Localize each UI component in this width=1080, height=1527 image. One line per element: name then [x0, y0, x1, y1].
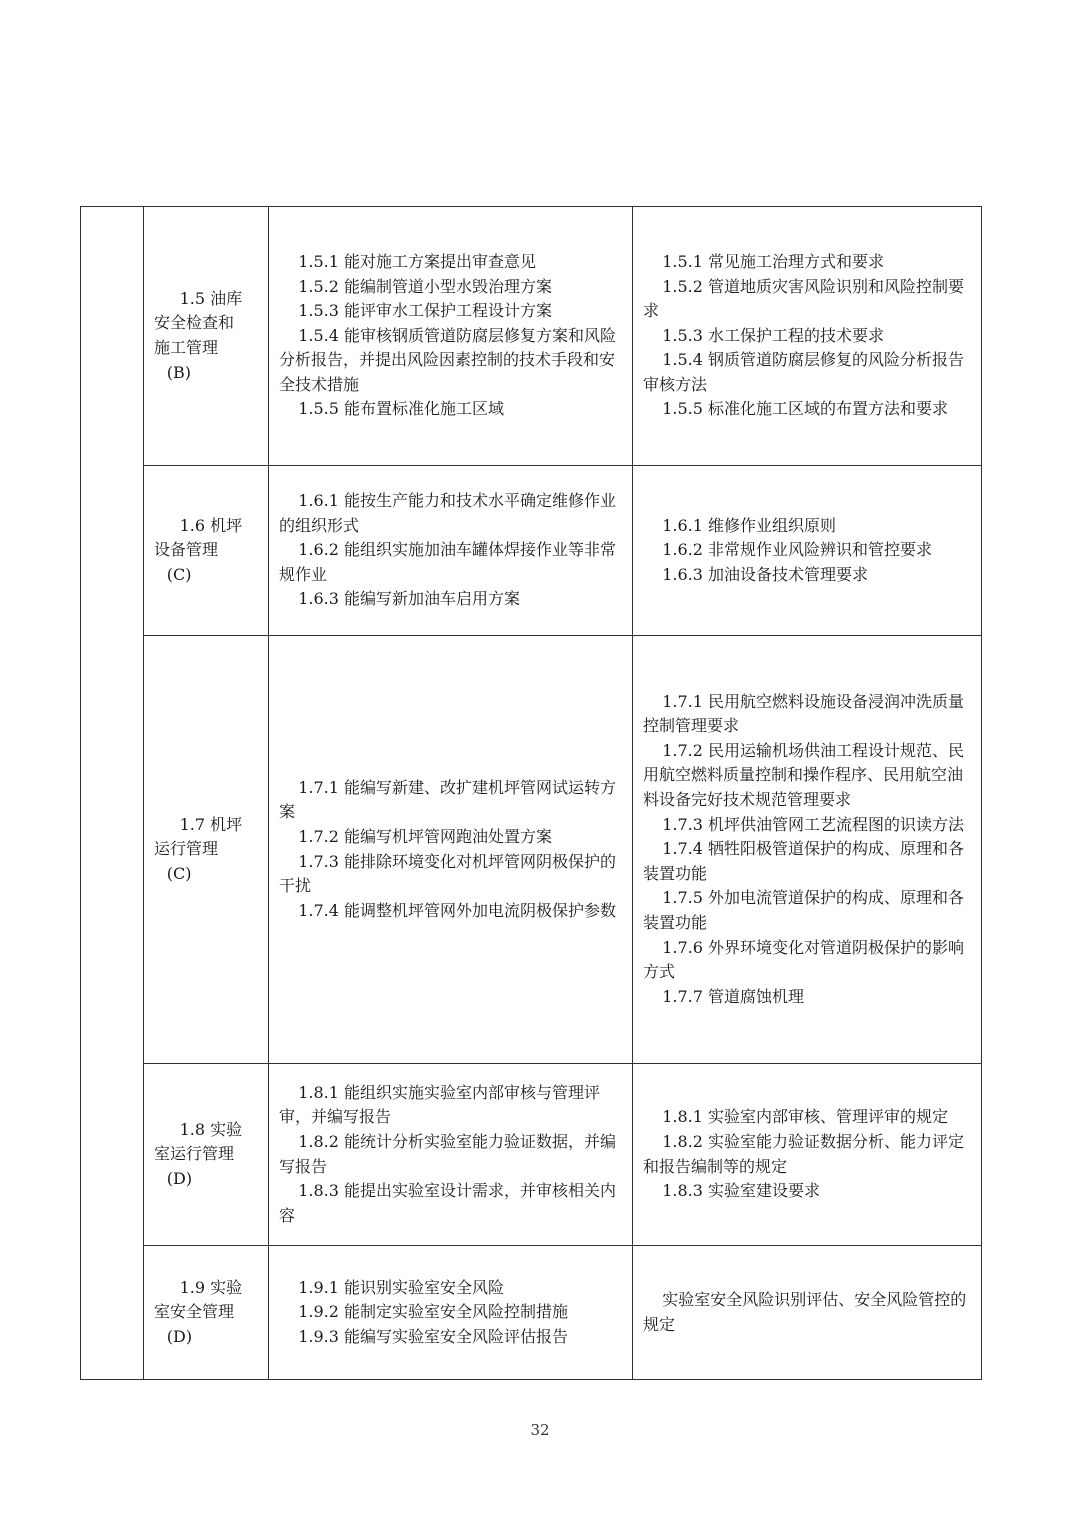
- table-row: [81, 466, 982, 636]
- knowledge-item: 1.6.3 加油设备技术管理要求: [662, 564, 868, 584]
- work-content-line: 1.9 实验: [179, 1277, 243, 1297]
- skill-requirements-cell: [269, 1064, 633, 1246]
- work-content-line: 设备管理: [154, 540, 219, 560]
- skill-item: 1.7.1 能编写新建、改扩建机坪管网试运转方案: [279, 777, 616, 822]
- knowledge-item: 1.7.1 民用航空燃料设施设备浸润冲洗质量控制管理要求: [643, 691, 964, 736]
- skill-requirements-cell: [269, 207, 633, 466]
- skill-item: 1.7.4 能调整机坪管网外加电流阴极保护参数: [298, 900, 616, 920]
- work-content-line: (D): [166, 1326, 193, 1346]
- skill-item: 1.9.3 能编写实验室安全风险评估报告: [298, 1326, 568, 1346]
- skill-item: 1.6.1 能按生产能力和技术水平确定维修作业的组织形式: [279, 491, 616, 535]
- knowledge-item: 1.8.1 实验室内部审核、管理评审的规定: [662, 1107, 948, 1127]
- knowledge-item: 1.5.2 管道地质灾害风险识别和风险控制要求: [643, 276, 964, 321]
- knowledge-requirements-cell: [633, 636, 982, 1064]
- knowledge-item: 1.5.3 水工保护工程的技术要求: [662, 325, 884, 345]
- work-content-line: 1.7 机坪: [179, 814, 243, 834]
- knowledge-item: 1.8.2 实验室能力验证数据分析、能力评定和报告编制等的规定: [643, 1131, 964, 1176]
- knowledge-item: 1.7.4 牺牲阳极管道保护的构成、原理和各装置功能: [643, 839, 964, 883]
- table-row: [81, 1064, 982, 1246]
- skill-item: 1.6.2 能组织实施加油车罐体焊接作业等非常规作业: [279, 540, 616, 584]
- knowledge-requirements-cell: [633, 1246, 982, 1380]
- skill-item: 1.7.3 能排除环境变化对机坪管网阴极保护的干扰: [279, 851, 616, 896]
- blank-merged-column: [81, 207, 144, 1380]
- skill-item: 1.5.2 能编制管道小型水毁治理方案: [298, 276, 552, 296]
- knowledge-item: 实验室安全风险识别评估、安全风险管控的规定: [643, 1289, 967, 1334]
- page-number: 32: [530, 1421, 550, 1439]
- skill-item: 1.6.3 能编写新加油车启用方案: [298, 589, 520, 609]
- table-row: [81, 1246, 982, 1380]
- table-row: [81, 636, 982, 1064]
- knowledge-item: 1.6.1 维修作业组织原则: [662, 515, 836, 535]
- work-content-line: 安全检查和: [154, 313, 235, 333]
- skill-item: 1.7.2 能编写机坪管网跑油处置方案: [298, 826, 552, 846]
- work-content-line: 1.6 机坪: [179, 515, 243, 535]
- skill-item: 1.5.3 能评审水工保护工程设计方案: [298, 301, 552, 321]
- skill-item: 1.9.1 能识别实验室安全风险: [298, 1277, 504, 1297]
- table-row: [81, 207, 982, 466]
- work-content-line: 1.8 实验: [179, 1119, 243, 1139]
- skill-item: 1.8.2 能统计分析实验室能力验证数据，并编写报告: [279, 1131, 616, 1176]
- work-content-cell: [144, 207, 269, 466]
- knowledge-requirements-cell: [633, 466, 982, 636]
- work-content-line: 室运行管理: [154, 1144, 235, 1164]
- skill-requirements-cell: [269, 466, 633, 636]
- knowledge-requirements-cell: [633, 207, 982, 466]
- knowledge-item: 1.7.7 管道腐蚀机理: [662, 986, 804, 1006]
- knowledge-item: 1.6.2 非常规作业风险辨识和管控要求: [662, 540, 932, 560]
- work-content-cell: [144, 636, 269, 1064]
- knowledge-item: 1.7.3 机坪供油管网工艺流程图的识读方法: [662, 814, 964, 834]
- skills-table: [80, 206, 982, 1380]
- work-content-line: 施工管理: [154, 338, 219, 357]
- work-content-cell: [144, 466, 269, 636]
- knowledge-item: 1.5.5 标准化施工区域的布置方法和要求: [662, 399, 948, 419]
- work-content-line: (D): [166, 1168, 193, 1188]
- skill-item: 1.9.2 能制定实验室安全风险控制措施: [298, 1302, 568, 1322]
- knowledge-item: 1.5.1 常见施工治理方式和要求: [662, 251, 884, 271]
- work-content-line: (B): [166, 362, 192, 382]
- work-content-line: (C): [166, 863, 192, 883]
- skill-item: 1.8.1 能组织实施实验室内部审核与管理评审，并编写报告: [279, 1082, 600, 1127]
- skill-requirements-cell: [269, 636, 633, 1064]
- knowledge-item: 1.7.6 外界环境变化对管道阴极保护的影响方式: [643, 937, 964, 982]
- knowledge-item: 1.7.5 外加电流管道保护的构成、原理和各装置功能: [643, 888, 964, 932]
- work-content-cell: [144, 1064, 269, 1246]
- work-content-line: 室安全管理: [154, 1302, 235, 1322]
- knowledge-requirements-cell: [633, 1064, 982, 1246]
- skill-item: 1.8.3 能提出实验室设计需求，并审核相关内容: [279, 1181, 616, 1225]
- work-content-line: 1.5 油库: [179, 288, 243, 308]
- knowledge-item: 1.7.2 民用运输机场供油工程设计规范、民用航空燃料质量控制和操作程序、民用航空油料设备完好技术规范管理要求: [643, 740, 964, 810]
- skill-requirements-cell: [269, 1246, 633, 1380]
- knowledge-item: 1.8.3 实验室建设要求: [662, 1181, 820, 1201]
- work-content-cell: [144, 1246, 269, 1380]
- skill-item: 1.5.1 能对施工方案提出审查意见: [298, 251, 536, 271]
- skill-item: 1.5.4 能审核钢质管道防腐层修复方案和风险分析报告，并提出风险因素控制的技术手段和安全技术措施: [279, 325, 616, 394]
- skill-item: 1.5.5 能布置标准化施工区域: [298, 399, 504, 419]
- work-content-line: (C): [166, 564, 192, 584]
- knowledge-item: 1.5.4 钢质管道防腐层修复的风险分析报告审核方法: [643, 350, 964, 394]
- work-content-line: 运行管理: [154, 839, 219, 859]
